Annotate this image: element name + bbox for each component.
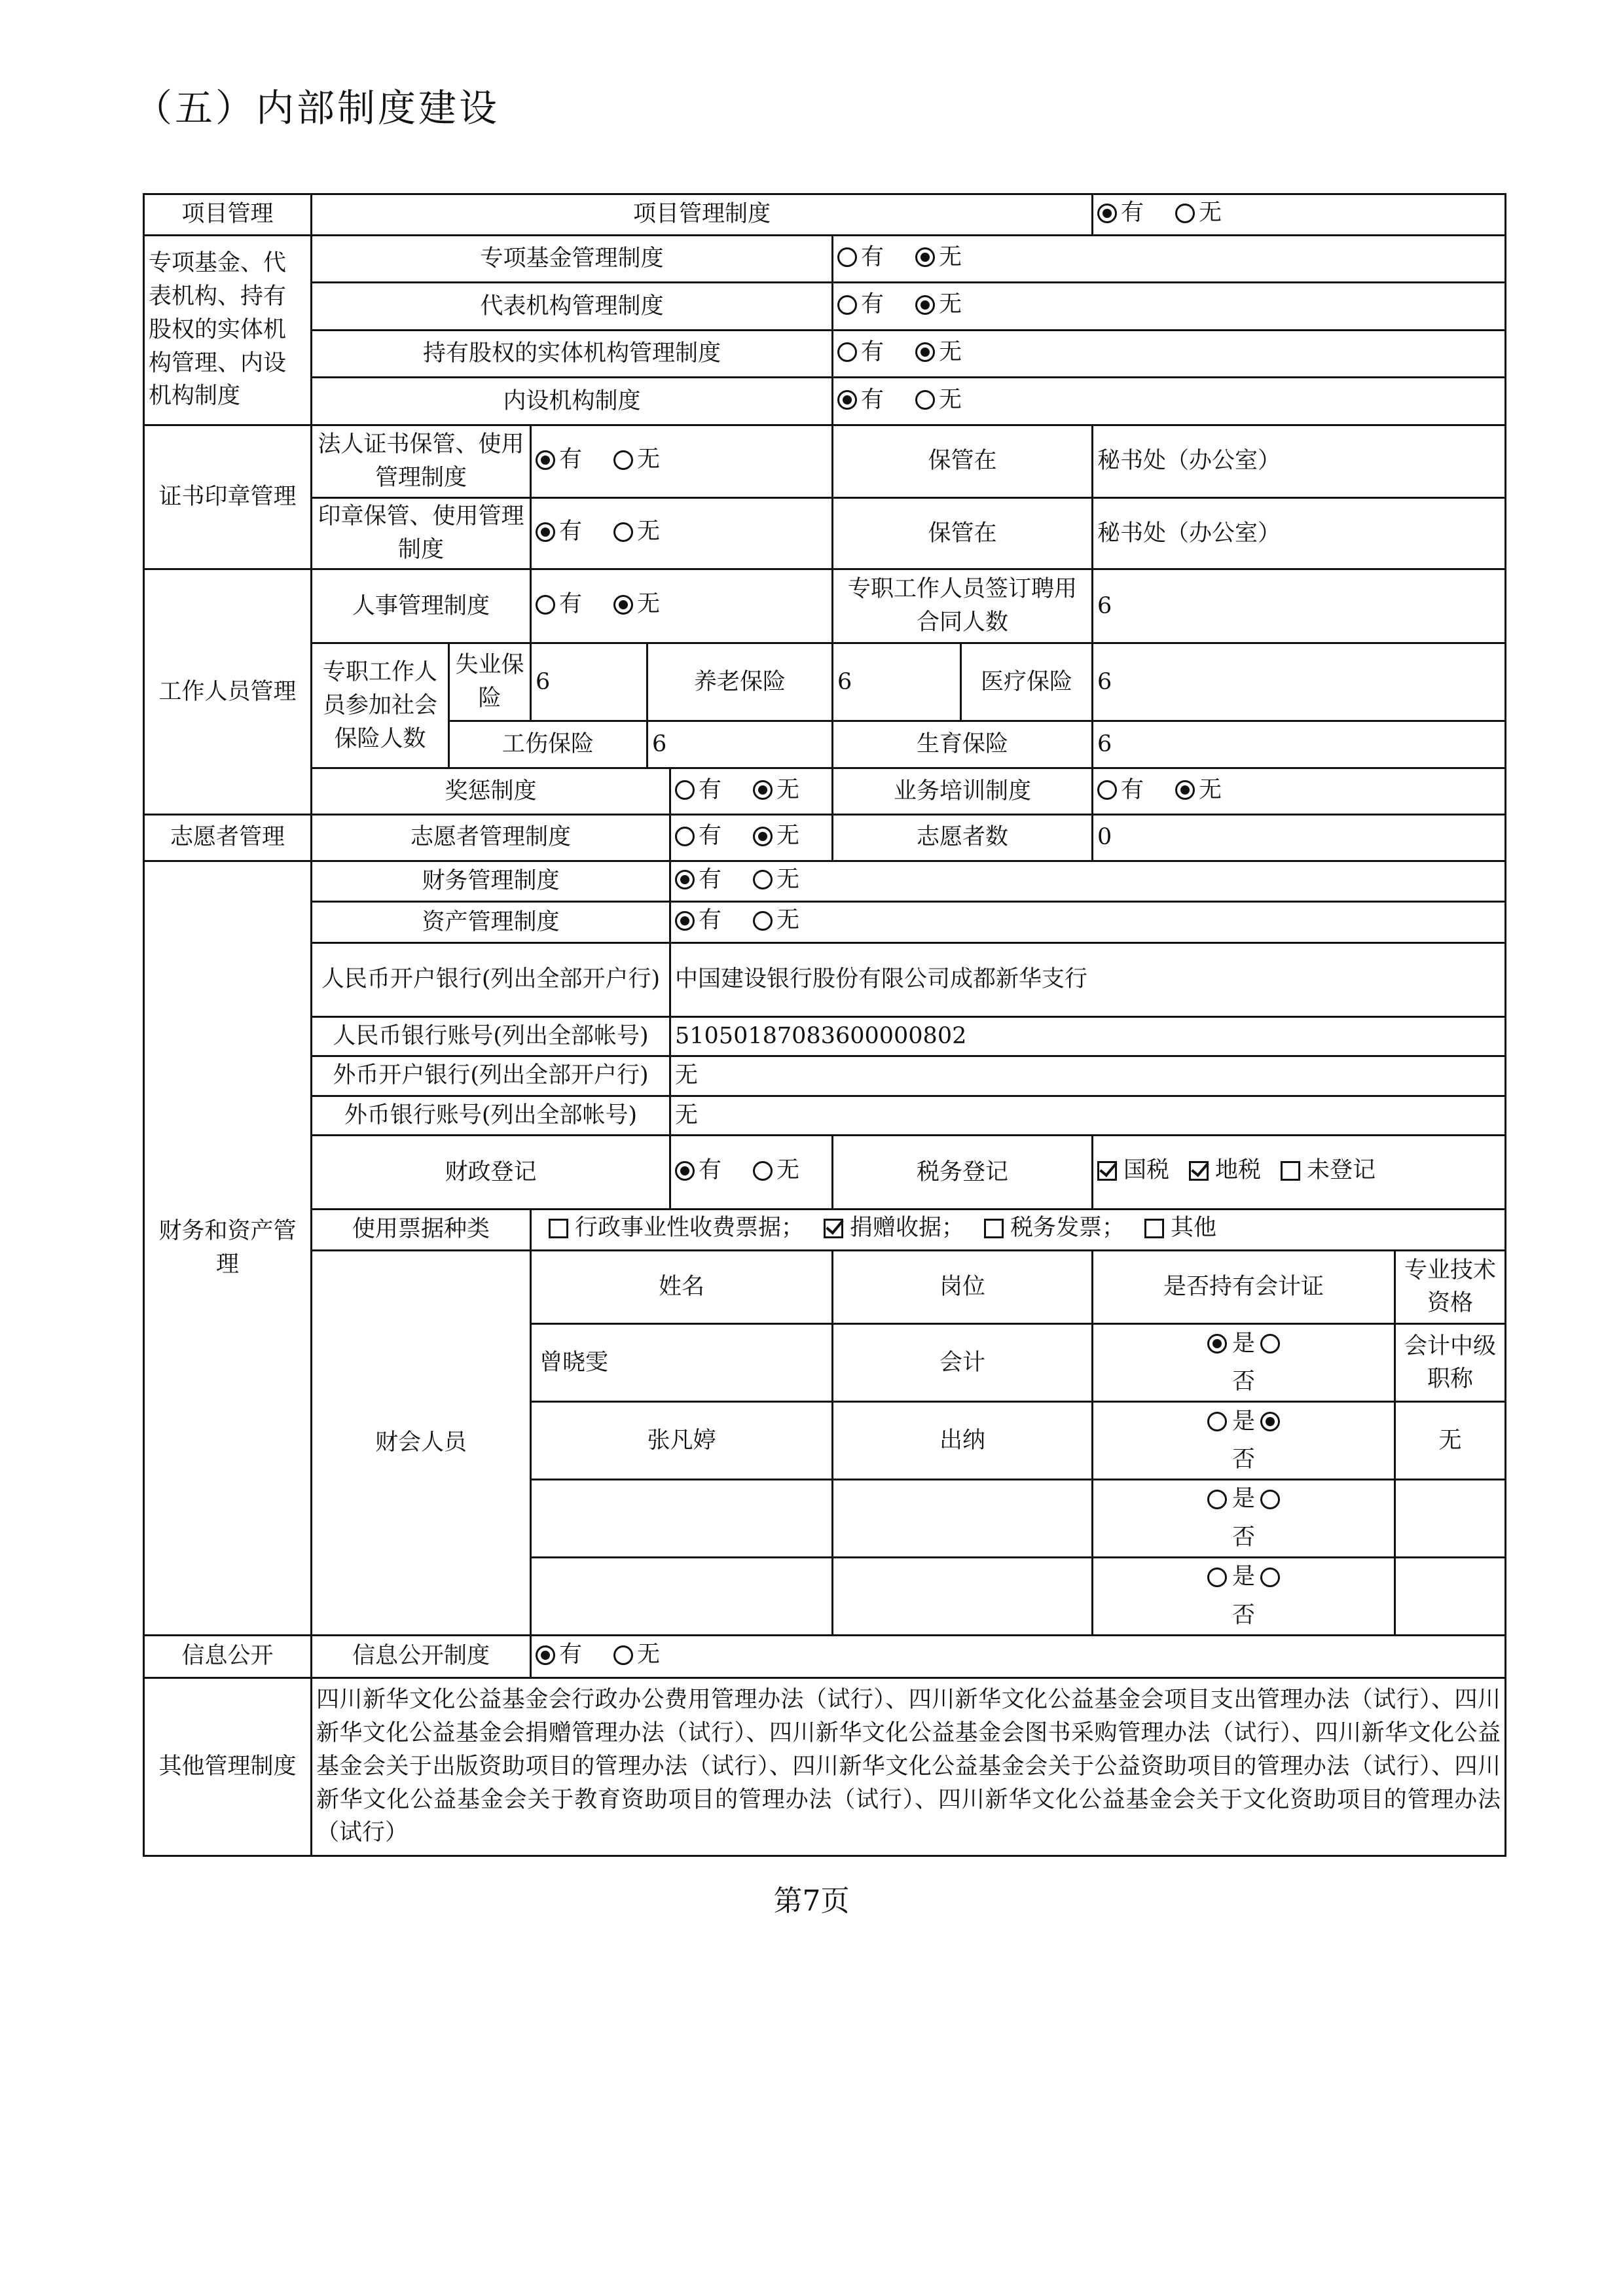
project-system-label: 项目管理制度 [312, 194, 1093, 236]
row-seal-2 [144, 497, 1506, 569]
tax-reg-label: 未登记 [1307, 1157, 1376, 1184]
checkbox-icon[interactable] [1144, 1219, 1164, 1238]
radio-yes-icon[interactable] [837, 295, 857, 315]
insurance-label: 专职工作人员参加社会保险人数 [312, 643, 449, 768]
radio-yes-label: 有 [559, 591, 583, 618]
maternity-count: 6 [1093, 721, 1506, 768]
radio-no-icon[interactable] [1175, 204, 1195, 223]
receipt-type-label: 行政事业性收费票据； [575, 1215, 805, 1242]
row-fin-5 [144, 1056, 1506, 1096]
radio-no-icon[interactable] [1175, 780, 1195, 800]
reward-label: 奖惩制度 [312, 768, 670, 815]
yes-no-radio-group[interactable] [837, 291, 962, 321]
receipt-type-option[interactable] [549, 1211, 804, 1245]
medical-label: 医疗保险 [961, 643, 1093, 721]
yes-no-radio-group[interactable] [1097, 200, 1222, 229]
receipt-type-label: 税务发票； [1010, 1215, 1125, 1242]
rmb-bank-label: 人民币开户银行(列出全部开户行) [312, 942, 670, 1016]
rmb-account: 51050187083600000802 [670, 1016, 1506, 1056]
radio-yes-icon[interactable] [675, 780, 695, 800]
acc-qual: 会计中级职称 [1395, 1324, 1506, 1402]
certificate-label: 法人证书保管、使用管理制度 [312, 425, 531, 497]
radio-yes-label: 有 [861, 386, 884, 413]
acc-post: 会计 [833, 1324, 1093, 1402]
radio-no-label: 无 [776, 866, 800, 893]
row-fin-6 [144, 1096, 1506, 1135]
radio-option-yes[interactable] [675, 1154, 721, 1187]
radio-yes-label: 有 [1121, 200, 1144, 226]
radio-yes-label: 是 [1232, 1486, 1256, 1513]
radio-yes-label: 有 [1121, 776, 1144, 803]
tax-reg-option[interactable] [1281, 1154, 1376, 1187]
radio-no-label: 无 [939, 386, 962, 413]
radio-option-no[interactable] [613, 588, 660, 621]
yes-no-radio-group[interactable] [536, 591, 661, 620]
radio-yes-label: 有 [699, 866, 722, 893]
radio-yes-icon[interactable] [1207, 1490, 1227, 1509]
radio-yes-icon[interactable] [536, 1645, 555, 1665]
radio-option-yes[interactable] [675, 774, 721, 807]
radio-no-icon[interactable] [915, 247, 935, 267]
checkbox-icon[interactable] [1189, 1161, 1209, 1181]
radio-yes-icon[interactable] [536, 595, 555, 615]
injury-count: 6 [647, 721, 833, 768]
section-project: 项目管理 [144, 194, 312, 236]
radio-no-label: 无 [939, 338, 962, 365]
finance-system-radio[interactable] [670, 861, 1506, 902]
radio-option-yes[interactable] [675, 904, 721, 937]
volunteer-system-radio[interactable] [670, 814, 833, 861]
unemployment-count: 6 [531, 643, 647, 721]
yes-no-radio-group[interactable] [675, 1157, 800, 1187]
page-number: 第7页 [773, 1884, 850, 1918]
representative-label: 代表机构管理制度 [312, 283, 833, 331]
acc-name: 张凡婷 [531, 1402, 833, 1480]
yes-no-radio-group[interactable] [536, 1641, 661, 1671]
row-fin-8 [144, 1209, 1506, 1250]
fiscal-reg-label: 财政登记 [312, 1136, 670, 1210]
cert-radio-group[interactable] [1191, 1482, 1297, 1554]
certificate-radio[interactable] [531, 425, 833, 497]
fx-account-label: 外币银行账号(列出全部帐号) [312, 1096, 670, 1135]
row-staff-1 [144, 569, 1506, 643]
radio-yes-label: 有 [699, 823, 722, 850]
radio-option-no[interactable] [613, 515, 660, 548]
project-system-radio[interactable] [1093, 194, 1506, 236]
radio-option-yes[interactable] [837, 336, 884, 369]
tax-reg-label: 国税 [1123, 1157, 1170, 1184]
radio-option-yes[interactable] [1097, 196, 1144, 230]
tax-reg-option[interactable] [1097, 1154, 1169, 1187]
internal-system-form [143, 193, 1506, 1857]
tax-reg-options [1093, 1136, 1506, 1210]
radio-yes-label: 有 [861, 291, 884, 318]
radio-no-icon[interactable] [1260, 1412, 1280, 1431]
section-branches: 专项基金、代表机构、持有股权的实体机构管理、内设机构制度 [144, 235, 312, 425]
radio-option-yes[interactable] [536, 1638, 582, 1672]
radio-no-label: 无 [637, 446, 661, 473]
checkbox-icon[interactable] [1097, 1161, 1117, 1181]
radio-yes-icon[interactable] [675, 911, 695, 931]
asset-system-label: 资产管理制度 [312, 902, 670, 943]
radio-no-icon[interactable] [1260, 1334, 1280, 1354]
acc-qual [1395, 1558, 1506, 1636]
radio-yes-icon[interactable] [675, 1161, 695, 1181]
unemployment-label: 失业保险 [449, 643, 531, 721]
radio-yes-label: 有 [699, 907, 722, 934]
radio-no-icon[interactable] [613, 595, 633, 615]
section-staff: 工作人员管理 [144, 569, 312, 815]
pension-count: 6 [833, 643, 961, 721]
training-label: 业务培训制度 [833, 768, 1093, 815]
row-fin-7 [144, 1136, 1506, 1210]
seal-label: 印章保管、使用管理制度 [312, 497, 531, 569]
radio-option-no[interactable] [753, 863, 799, 897]
row-branch-2 [144, 283, 1506, 331]
equity-entity-radio[interactable] [833, 330, 1506, 378]
pension-label: 养老保险 [647, 643, 833, 721]
radio-no-icon[interactable] [613, 1645, 633, 1665]
asset-system-radio[interactable] [670, 902, 1506, 943]
fx-bank: 无 [670, 1056, 1506, 1096]
radio-yes-icon[interactable] [1207, 1412, 1227, 1431]
yes-no-radio-group[interactable] [837, 338, 962, 368]
tax-reg-label: 地税 [1215, 1157, 1262, 1184]
yes-no-radio-group[interactable] [837, 243, 962, 273]
seal-keeper-label: 保管在 [833, 497, 1093, 569]
receipt-type-label: 使用票据种类 [312, 1209, 531, 1250]
radio-yes-icon[interactable] [837, 390, 857, 410]
acc-cert[interactable] [1093, 1558, 1395, 1636]
radio-no-icon[interactable] [753, 827, 773, 846]
radio-option-yes[interactable] [1097, 774, 1144, 807]
radio-yes-icon[interactable] [837, 247, 857, 267]
radio-option-no[interactable] [915, 288, 962, 321]
yes-no-radio-group[interactable] [675, 866, 800, 895]
radio-yes-icon[interactable] [675, 827, 695, 846]
acc-qual: 无 [1395, 1402, 1506, 1480]
radio-no-icon[interactable] [613, 522, 633, 542]
radio-no-label: 无 [637, 591, 661, 618]
radio-option-yes[interactable] [675, 819, 721, 853]
radio-no-label: 否 [1232, 1369, 1256, 1395]
section-volunteer: 志愿者管理 [144, 814, 312, 861]
radio-no-label: 无 [637, 1641, 661, 1668]
radio-yes-icon[interactable] [837, 342, 857, 362]
volunteer-system-label: 志愿者管理制度 [312, 814, 670, 861]
radio-yes-label: 是 [1232, 1564, 1256, 1590]
receipt-type-label: 其他 [1171, 1215, 1217, 1242]
row-fin-1 [144, 861, 1506, 902]
maternity-label: 生育保险 [833, 721, 1093, 768]
radio-yes-icon[interactable] [1097, 780, 1117, 800]
finance-system-label: 财务管理制度 [312, 861, 670, 902]
radio-option-yes[interactable] [536, 443, 582, 476]
acc-name [531, 1480, 833, 1558]
acc-header-cert: 是否持有会计证 [1093, 1250, 1395, 1324]
row-volunteer [144, 814, 1506, 861]
radio-no-icon[interactable] [1260, 1568, 1280, 1587]
radio-yes-label: 有 [861, 338, 884, 365]
radio-option-no[interactable] [1175, 196, 1222, 230]
radio-no-label: 否 [1232, 1446, 1256, 1473]
certificate-keeper: 秘书处（办公室） [1093, 425, 1506, 497]
equity-entity-label: 持有股权的实体机构管理制度 [312, 330, 833, 378]
certificate-keeper-label: 保管在 [833, 425, 1093, 497]
tax-reg-label: 税务登记 [833, 1136, 1093, 1210]
radio-no-icon[interactable] [915, 342, 935, 362]
other-systems-text: 四川新华文化公益基金会行政办公费用管理办法（试行）、四川新华文化公益基金会项目支出管理办法（试行）、四川新华文化公益基金会捐赠管理办法（试行）、四川新华文化公益基金会图书采购管理办法（试行）、四川新华文化公益基金会关于出版资助项目的管理办法（试行）、四川新华文化公益基金会关于公益资助项目的管理办法（试行）、四川新华文化公益基金会关于教育资助项目的管理办法（试行）、四川新华文化公益基金会关于文化资助项目的管理办法（试行） [312, 1677, 1506, 1856]
disclosure-label: 信息公开制度 [312, 1636, 531, 1678]
cert-radio-group[interactable] [1191, 1405, 1297, 1477]
row-staff-2 [144, 643, 1506, 721]
special-fund-radio[interactable] [833, 235, 1506, 283]
radio-no-label: 否 [1232, 1524, 1256, 1551]
radio-yes-label: 是 [1232, 1330, 1256, 1357]
radio-option-no[interactable] [915, 336, 962, 369]
radio-no-label: 无 [939, 243, 962, 270]
radio-no-icon[interactable] [915, 295, 935, 315]
radio-no-icon[interactable] [753, 780, 773, 800]
radio-no-label: 无 [637, 518, 661, 545]
receipt-type-option[interactable] [984, 1211, 1125, 1245]
acc-post [833, 1558, 1093, 1636]
row-project [144, 194, 1506, 236]
special-fund-label: 专项基金管理制度 [312, 235, 833, 283]
tax-reg-option[interactable] [1189, 1154, 1261, 1187]
radio-yes-label: 有 [559, 1641, 583, 1668]
radio-no-icon[interactable] [1260, 1490, 1280, 1509]
cert-radio-group[interactable] [1191, 1560, 1297, 1632]
row-staff-4 [144, 768, 1506, 815]
checkbox-icon[interactable] [549, 1219, 568, 1238]
injury-label: 工伤保险 [449, 721, 647, 768]
yes-no-radio-group[interactable] [675, 776, 800, 806]
row-fin-2 [144, 902, 1506, 943]
radio-yes-icon[interactable] [1207, 1568, 1227, 1587]
seal-keeper: 秘书处（办公室） [1093, 497, 1506, 569]
radio-option-no[interactable] [753, 774, 799, 807]
receipt-type-option[interactable] [1144, 1211, 1216, 1245]
radio-option-no[interactable] [613, 443, 660, 476]
checkbox-icon[interactable] [984, 1219, 1004, 1238]
yes-no-radio-group[interactable] [1097, 776, 1222, 806]
radio-yes-icon[interactable] [536, 450, 555, 470]
radio-option-no[interactable] [753, 819, 799, 853]
yes-no-radio-group[interactable] [536, 446, 661, 476]
disclosure-radio[interactable] [531, 1636, 1506, 1678]
row-disclosure [144, 1636, 1506, 1678]
internal-dept-label: 内设机构制度 [312, 378, 833, 425]
radio-option-no[interactable] [915, 384, 962, 417]
yes-no-radio-group[interactable] [675, 907, 800, 937]
fx-bank-label: 外币开户银行(列出全部开户行) [312, 1056, 670, 1096]
row-branch-4 [144, 378, 1506, 425]
radio-yes-label: 有 [559, 518, 583, 545]
radio-no-icon[interactable] [753, 911, 773, 931]
radio-option-yes[interactable] [837, 288, 884, 321]
radio-yes-label: 有 [559, 446, 583, 473]
volunteer-count-label: 志愿者数 [833, 814, 1093, 861]
acc-header-post: 岗位 [833, 1250, 1093, 1324]
radio-yes-icon[interactable] [536, 522, 555, 542]
section-heading: （五）内部制度建设 [134, 86, 500, 130]
rmb-account-label: 人民币银行账号(列出全部帐号) [312, 1016, 670, 1056]
radio-no-label: 无 [939, 291, 962, 318]
radio-no-icon[interactable] [753, 870, 773, 889]
section-disclosure: 信息公开 [144, 1636, 312, 1678]
radio-no-label: 无 [776, 907, 800, 934]
contract-count-label: 专职工作人员签订聘用合同人数 [833, 569, 1093, 643]
acc-header-qual: 专业技术资格 [1395, 1250, 1506, 1324]
row-fin-3 [144, 942, 1506, 1016]
acc-cert[interactable] [1093, 1480, 1395, 1558]
radio-option-yes[interactable] [837, 241, 884, 274]
row-branch-1 [144, 235, 1506, 283]
cert-radio-group[interactable] [1191, 1327, 1297, 1399]
fx-account: 无 [670, 1096, 1506, 1135]
radio-option-no[interactable] [1175, 774, 1222, 807]
hr-system-label: 人事管理制度 [312, 569, 531, 643]
acc-qual [1395, 1480, 1506, 1558]
acc-name: 曾晓雯 [531, 1324, 833, 1402]
contract-count: 6 [1093, 569, 1506, 643]
radio-no-icon[interactable] [613, 450, 633, 470]
radio-yes-icon[interactable] [1097, 204, 1117, 223]
radio-option-yes[interactable] [536, 588, 582, 621]
radio-no-icon[interactable] [753, 1161, 773, 1181]
acc-name [531, 1558, 833, 1636]
acc-post [833, 1480, 1093, 1558]
radio-yes-label: 有 [699, 776, 722, 803]
acc-cert[interactable] [1093, 1402, 1395, 1480]
row-seal-1 [144, 425, 1506, 497]
section-seal: 证书印章管理 [144, 425, 312, 569]
checkbox-icon[interactable] [824, 1219, 843, 1238]
receipt-type-label: 捐赠收据； [850, 1215, 965, 1242]
volunteer-count: 0 [1093, 814, 1506, 861]
receipt-type-options [531, 1209, 1506, 1250]
internal-dept-radio[interactable] [833, 378, 1506, 425]
radio-no-label: 否 [1232, 1602, 1256, 1629]
row-other [144, 1677, 1506, 1856]
acc-post: 出纳 [833, 1402, 1093, 1480]
training-radio[interactable] [1093, 768, 1506, 815]
accountant-section: 财会人员 [312, 1250, 531, 1636]
receipt-type-option[interactable] [824, 1211, 964, 1245]
yes-no-radio-group[interactable] [675, 823, 800, 852]
radio-option-no[interactable] [613, 1638, 660, 1672]
yes-no-radio-group[interactable] [837, 386, 962, 416]
radio-yes-label: 是 [1232, 1408, 1256, 1435]
checkbox-icon[interactable] [1281, 1161, 1300, 1181]
acc-header-row [144, 1250, 1506, 1324]
yes-no-radio-group[interactable] [536, 518, 661, 548]
section-finance: 财务和资产管理 [144, 861, 312, 1636]
radio-yes-label: 有 [861, 243, 884, 270]
radio-option-no[interactable] [753, 1154, 799, 1187]
radio-no-label: 无 [776, 776, 800, 803]
row-fin-4 [144, 1016, 1506, 1056]
radio-no-label: 无 [776, 823, 800, 850]
acc-header-name: 姓名 [531, 1250, 833, 1324]
radio-no-label: 无 [1199, 776, 1222, 803]
seal-radio[interactable] [531, 497, 833, 569]
radio-option-yes[interactable] [837, 384, 884, 417]
acc-cert[interactable] [1093, 1324, 1395, 1402]
radio-no-icon[interactable] [915, 390, 935, 410]
radio-option-yes[interactable] [675, 863, 721, 897]
reward-radio[interactable] [670, 768, 833, 815]
radio-option-no[interactable] [753, 904, 799, 937]
radio-yes-label: 有 [699, 1157, 722, 1184]
rmb-bank: 中国建设银行股份有限公司成都新华支行 [670, 942, 1506, 1016]
hr-system-radio[interactable] [531, 569, 833, 643]
fiscal-reg-radio[interactable] [670, 1136, 833, 1210]
radio-no-label: 无 [1199, 200, 1222, 226]
representative-radio[interactable] [833, 283, 1506, 331]
section-other: 其他管理制度 [144, 1677, 312, 1856]
radio-option-yes[interactable] [536, 515, 582, 548]
radio-option-no[interactable] [915, 241, 962, 274]
medical-count: 6 [1093, 643, 1506, 721]
row-branch-3 [144, 330, 1506, 378]
radio-no-label: 无 [776, 1157, 800, 1184]
radio-yes-icon[interactable] [675, 870, 695, 889]
radio-yes-icon[interactable] [1207, 1334, 1227, 1354]
